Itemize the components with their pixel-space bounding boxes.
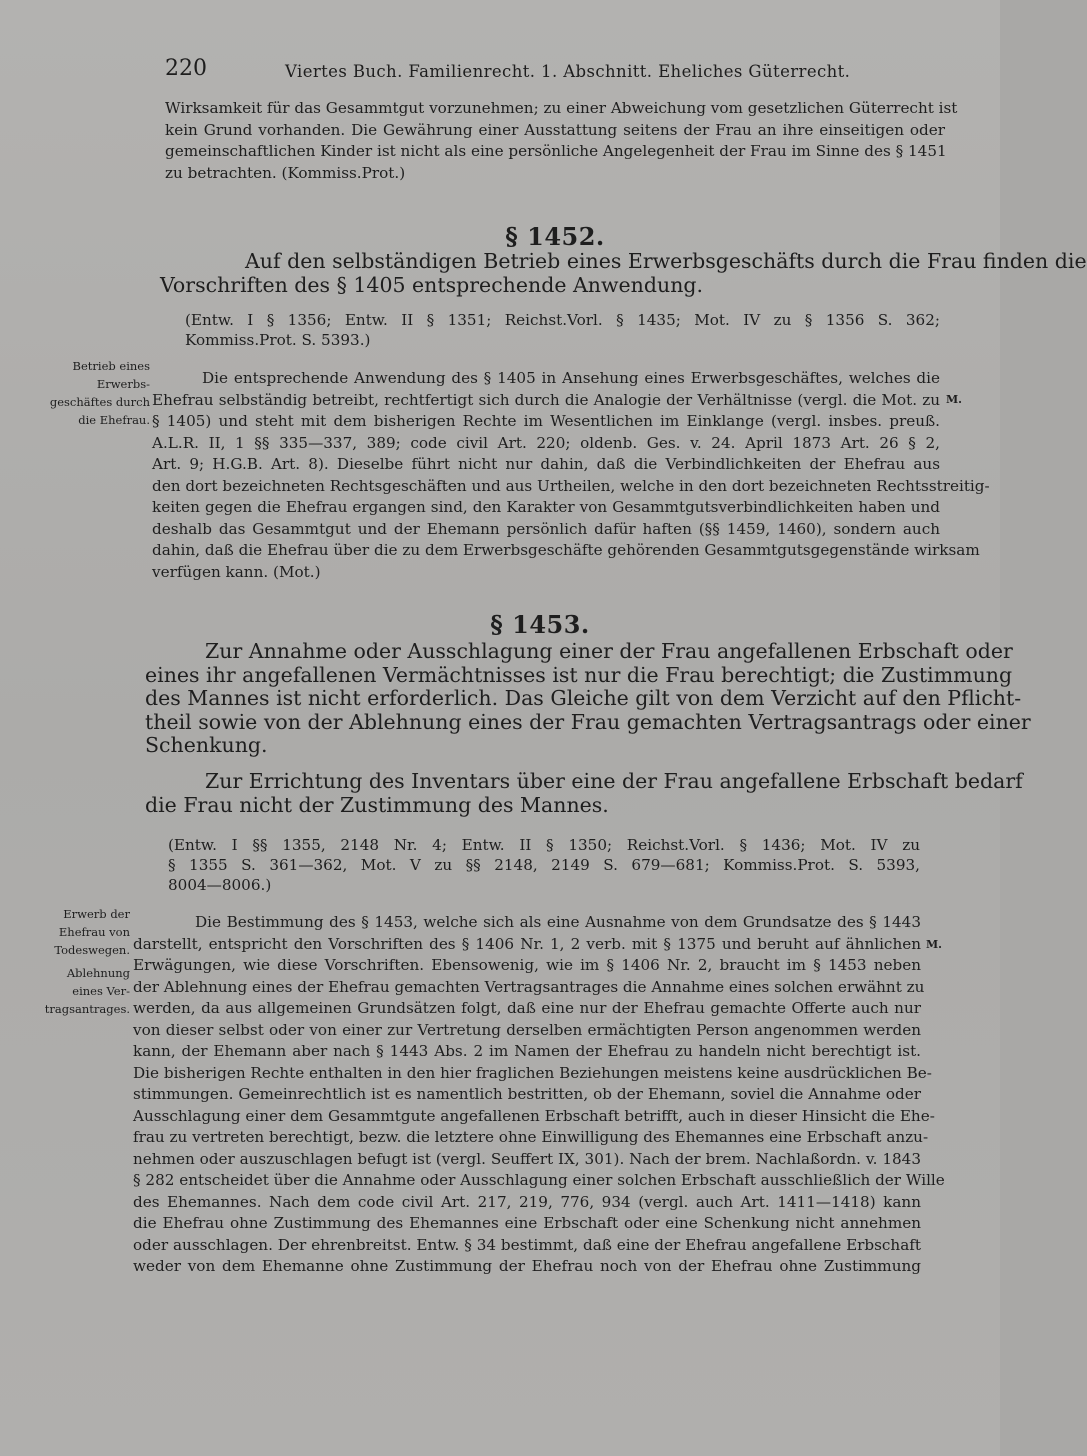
- margin-note-line: Erwerb der: [63, 907, 130, 921]
- section-heading-1453: § 1453.: [490, 610, 590, 639]
- law-line: Zur Annahme oder Ausschlagung einer der Frau angefallenen Erbschaft oder: [205, 639, 1013, 663]
- text-line: den dort bezeichneten Rechtsgeschäften und aus Urtheilen, welche in den dort bezeichneten Rechtsstreitig-: [152, 476, 990, 495]
- text-line: Erwägungen, wie diese Vorschriften. Ebensowenig, wie im § 1406 Nr. 2, braucht im § 1453 neben: [133, 956, 921, 974]
- margin-note-line: Erwerbs-: [96, 377, 150, 391]
- text-line: Die entsprechende Anwendung des § 1405 in Ansehung eines Erwerbsgeschäftes, welches die: [202, 369, 940, 387]
- margin-note-line: die Ehefrau.: [78, 413, 150, 427]
- text-line: verfügen kann. (Mot.): [152, 562, 321, 581]
- text-line: des Ehemannes. Nach dem code civil Art. 217, 219, 776, 934 (vergl. auch Art. 1411—1418) kann: [133, 1192, 921, 1211]
- commentary-1453: [133, 912, 945, 1278]
- margin-note-line: Todeswegen.: [54, 943, 130, 957]
- law-line: theil sowie von der Ablehnung eines der Frau gemachten Vertragsantrags oder einer: [145, 709, 1031, 734]
- text-line: Ehefrau selbständig betreibt, rechtfertigt sich durch die Analogie der Verhältnisse (vergl. die Mot. zu: [152, 390, 940, 409]
- text-line: Die bisherigen Rechte enthalten in den hier fraglichen Beziehungen meistens keine ausdrücklichen Be-: [133, 1063, 932, 1082]
- commentary-1452: [152, 368, 990, 583]
- margin-mark-motive: M.: [946, 393, 963, 406]
- text-line: deshalb das Gesammtgut und der Ehemann persönlich dafür haften (§§ 1459, 1460), sondern auch: [152, 519, 940, 538]
- page-number: 220: [165, 56, 207, 81]
- text-line: § 282 entscheidet über die Annahme oder Ausschlagung einer solchen Erbschaft ausschließlich der Wille: [133, 1171, 945, 1189]
- margin-note-line: tragsantrages.: [44, 1002, 130, 1016]
- law-line: die Frau nicht der Zustimmung des Mannes.: [145, 792, 609, 817]
- law-line: Vorschriften des § 1405 entsprechende Anwendung.: [160, 272, 704, 297]
- law-line: des Mannes ist nicht erforderlich. Das Gleiche gilt von dem Verzicht auf den Pflicht-: [145, 686, 1022, 710]
- text-line: weder von dem Ehemanne ohne Zustimmung der Ehefrau noch von der Ehefrau ohne Zustimmung: [133, 1257, 921, 1275]
- margin-note-line: Ablehnung: [66, 966, 130, 980]
- law-line: eines ihr angefallenen Vermächtnisses ist nur die Frau berechtigt; die Zustimmung: [145, 662, 1013, 687]
- text-line: oder ausschlagen. Der ehrenbreitst. Entw. § 34 bestimmt, daß eine der Ehefrau angefallene Erbschaft: [133, 1235, 921, 1254]
- law-text-1453-para-2: [145, 769, 1023, 817]
- text-line: von dieser selbst oder von einer zur Vertretung derselben ermächtigten Person angenommen werden: [133, 1020, 921, 1039]
- ref-line: (Entw. I § 1356; Entw. II § 1351; Reichst.Vorl. § 1435; Mot. IV zu § 1356 S. 362;: [185, 311, 940, 329]
- text-line: darstellt, entspricht den Vorschriften des § 1406 Nr. 1, 2 verb. mit § 1375 und beruht auf ähnlichen: [133, 934, 921, 953]
- text-line: dahin, daß die Ehefrau über die zu dem Erwerbsgeschäfte gehörenden Gesammtgutsgegenstände wirksam: [152, 541, 980, 559]
- margin-note-line: Ehefrau von: [58, 925, 130, 939]
- text-line: stimmungen. Gemeinrechtlich ist es namentlich bestritten, ob der Ehemann, soviel die Annahme oder: [133, 1085, 921, 1103]
- text-line: § 1405) und steht mit dem bisherigen Rechte im Wesentlichen im Einklange (vergl. insbes. preuß.: [152, 412, 940, 430]
- references-1453: [168, 835, 920, 895]
- margin-note-line: eines Ver-: [72, 984, 130, 998]
- text-line: Wirksamkeit für das Gesammtgut vorzunehmen; zu einer Abweichung vom gesetzlichen Güterrecht ist: [165, 99, 958, 117]
- ref-line: Kommiss.Prot. S. 5393.): [185, 331, 371, 349]
- margin-note-line: Betrieb eines: [72, 359, 150, 373]
- text-line: der Ablehnung eines der Ehefrau gemachten Vertragsantrages die Annahme eines solchen erwähnt zu: [133, 977, 925, 996]
- text-line: frau zu vertreten berechtigt, bezw. die letztere ohne Einwilligung des Ehemannes eine Erbschaft anzu-: [133, 1128, 929, 1146]
- margin-note-line: geschäftes durch: [49, 395, 150, 409]
- margin-note-1453-rejection: [20, 964, 130, 1018]
- ref-line: (Entw. I §§ 1355, 2148 Nr. 4; Entw. II § 1350; Reichst.Vorl. § 1436; Mot. IV zu: [168, 836, 920, 854]
- text-line: Die Bestimmung des § 1453, welche sich als eine Ausnahme von dem Grundsatze des § 1443: [195, 913, 921, 931]
- law-text-1453-para-1: [145, 639, 1031, 758]
- law-line: Auf den selbständigen Betrieb eines Erwerbsgeschäfts durch die Frau finden die: [245, 249, 1087, 273]
- margin-note-1453-inheritance: [20, 905, 130, 959]
- text-line: keiten gegen die Ehefrau ergangen sind, den Karakter von Gesammtgutsverbindlichkeiten haben und: [152, 498, 940, 516]
- ref-line: § 1355 S. 361—362, Mot. V zu §§ 2148, 2149 S. 679—681; Kommiss.Prot. S. 5393,: [168, 856, 920, 874]
- text-line: kein Grund vorhanden. Die Gewährung einer Ausstattung seitens der Frau an ihre einseitigen oder: [165, 120, 945, 139]
- running-head: Viertes Buch. Familienrecht. 1. Abschnitt. Eheliches Güterrecht.: [285, 62, 851, 81]
- intro-paragraph: [165, 98, 958, 184]
- text-line: zu betrachten. (Kommiss.Prot.): [165, 163, 406, 182]
- law-line: Schenkung.: [145, 733, 268, 757]
- text-line: nehmen oder auszuschlagen befugt ist (vergl. Seuffert IX, 301). Nach der brem. Nachlaßordn. v. 1843: [133, 1149, 921, 1168]
- text-line: werden, da aus allgemeinen Grundsätzen folgt, daß eine nur der Ehefrau gemachte Offerte auch nur: [133, 999, 921, 1017]
- text-line: die Ehefrau ohne Zustimmung des Ehemannes eine Erbschaft oder eine Schenkung nicht annehmen: [133, 1214, 921, 1232]
- margin-note-1452: [40, 357, 150, 429]
- margin-mark-motive: M.: [926, 938, 943, 951]
- ref-line: 8004—8006.): [168, 876, 272, 894]
- section-heading-1452: § 1452.: [505, 222, 605, 251]
- text-line: gemeinschaftlichen Kinder ist nicht als eine persönliche Angelegenheit der Frau im Sinne des § 1451: [165, 142, 947, 160]
- law-line: Zur Errichtung des Inventars über eine der Frau angefallene Erbschaft bedarf: [205, 769, 1023, 793]
- law-text-1452: [160, 249, 1087, 297]
- text-line: A.L.R. II, 1 §§ 335—337, 389; code civil Art. 220; oldenb. Ges. v. 24. April 1873 Art. 26 § 2,: [152, 433, 940, 452]
- text-line: Art. 9; H.G.B. Art. 8). Dieselbe führt nicht nur dahin, daß die Verbindlichkeiten der Ehefrau aus: [152, 455, 940, 473]
- references-1452: [185, 310, 940, 350]
- text-line: kann, der Ehemann aber nach § 1443 Abs. 2 im Namen der Ehefrau zu handeln nicht berechtigt ist.: [133, 1042, 921, 1060]
- text-line: Ausschlagung einer dem Gesammtgute angefallenen Erbschaft betrifft, auch in dieser Hinsicht die Ehe-: [133, 1106, 935, 1125]
